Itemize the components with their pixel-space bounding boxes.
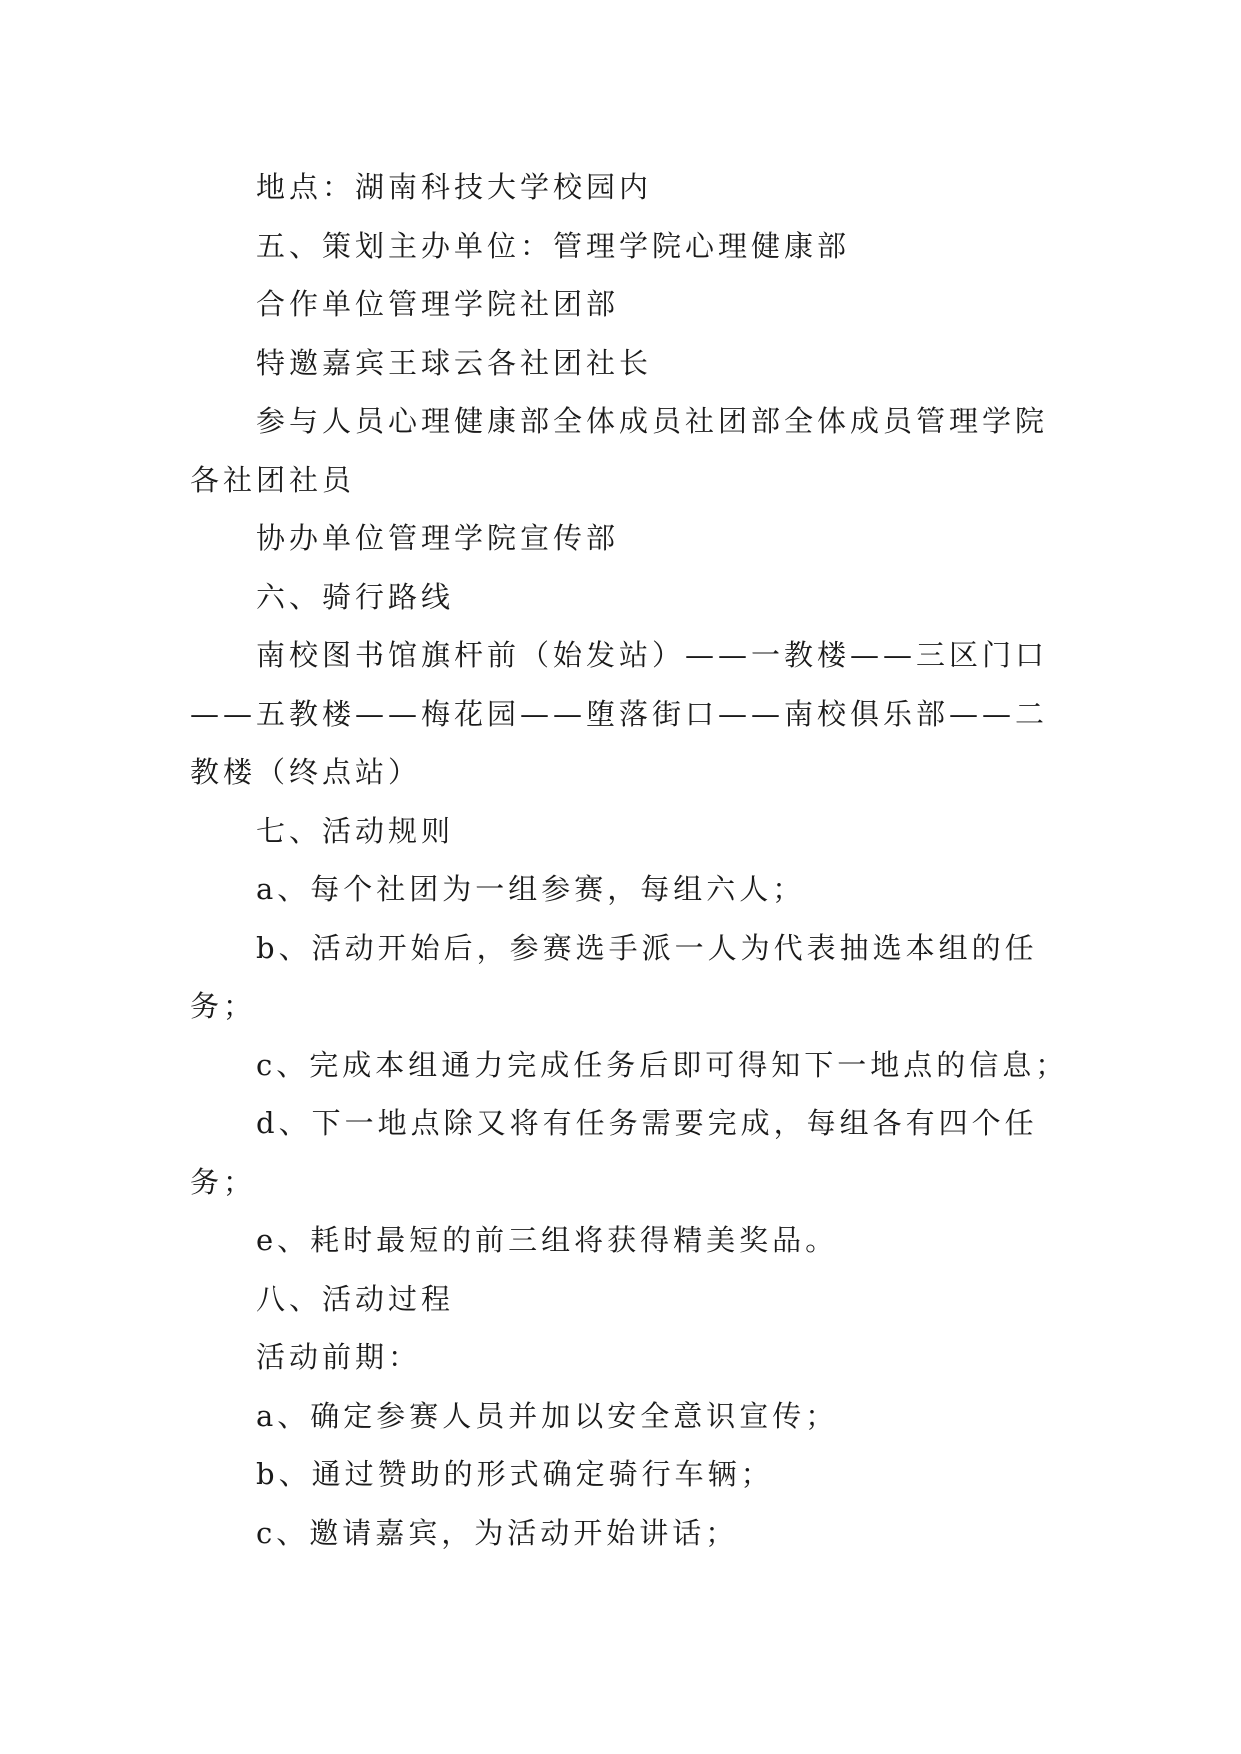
- rule-item-a: a、每个社团为一组参赛，每组六人；: [256, 872, 806, 906]
- heading-route: 六、骑行路线: [256, 579, 455, 614]
- prep-item-a: a、确定参赛人员并加以安全意识宣传；: [256, 1398, 839, 1433]
- heading-rules: 七、活动规则: [256, 813, 455, 848]
- document-body: [190, 158, 1070, 1562]
- paragraph-participants: 参与人员心理健康部全体成员社团部全体成员管理学院各社团社员: [190, 404, 1049, 497]
- prep-item-c: c、邀请嘉宾，为活动开始讲话；: [256, 1515, 739, 1550]
- paragraph-co-organizer: 协办单位管理学院宣传部: [256, 521, 620, 555]
- rule-item-b: b、活动开始后，参赛选手派一人为代表抽选本组的任务；: [190, 930, 1038, 1023]
- paragraph-cooperator: 合作单位管理学院社团部: [256, 287, 620, 321]
- paragraph-route: 南校图书馆旗杆前（始发站）——一教楼——三区门口——五教楼——梅花园——堕落街口——南校俱乐部——二教楼（终点站）: [190, 638, 1049, 789]
- paragraph-guests: 特邀嘉宾王球云各社团社长: [256, 345, 653, 380]
- rule-item-d: d、下一地点除又将有任务需要完成，每组各有四个任务；: [190, 1106, 1038, 1199]
- subheading-preparation: 活动前期：: [256, 1340, 422, 1374]
- paragraph-location: 地点：湖南科技大学校园内: [256, 170, 653, 204]
- rule-item-e: e、耗时最短的前三组将获得精美奖品。: [256, 1223, 839, 1257]
- paragraph-organizer: 五、策划主办单位：管理学院心理健康部: [256, 228, 851, 263]
- rule-item-c: c、完成本组通力完成任务后即可得知下一地点的信息；: [256, 1047, 1069, 1082]
- heading-process: 八、活动过程: [256, 1281, 455, 1316]
- prep-item-b: b、通过赞助的形式确定骑行车辆；: [256, 1457, 774, 1491]
